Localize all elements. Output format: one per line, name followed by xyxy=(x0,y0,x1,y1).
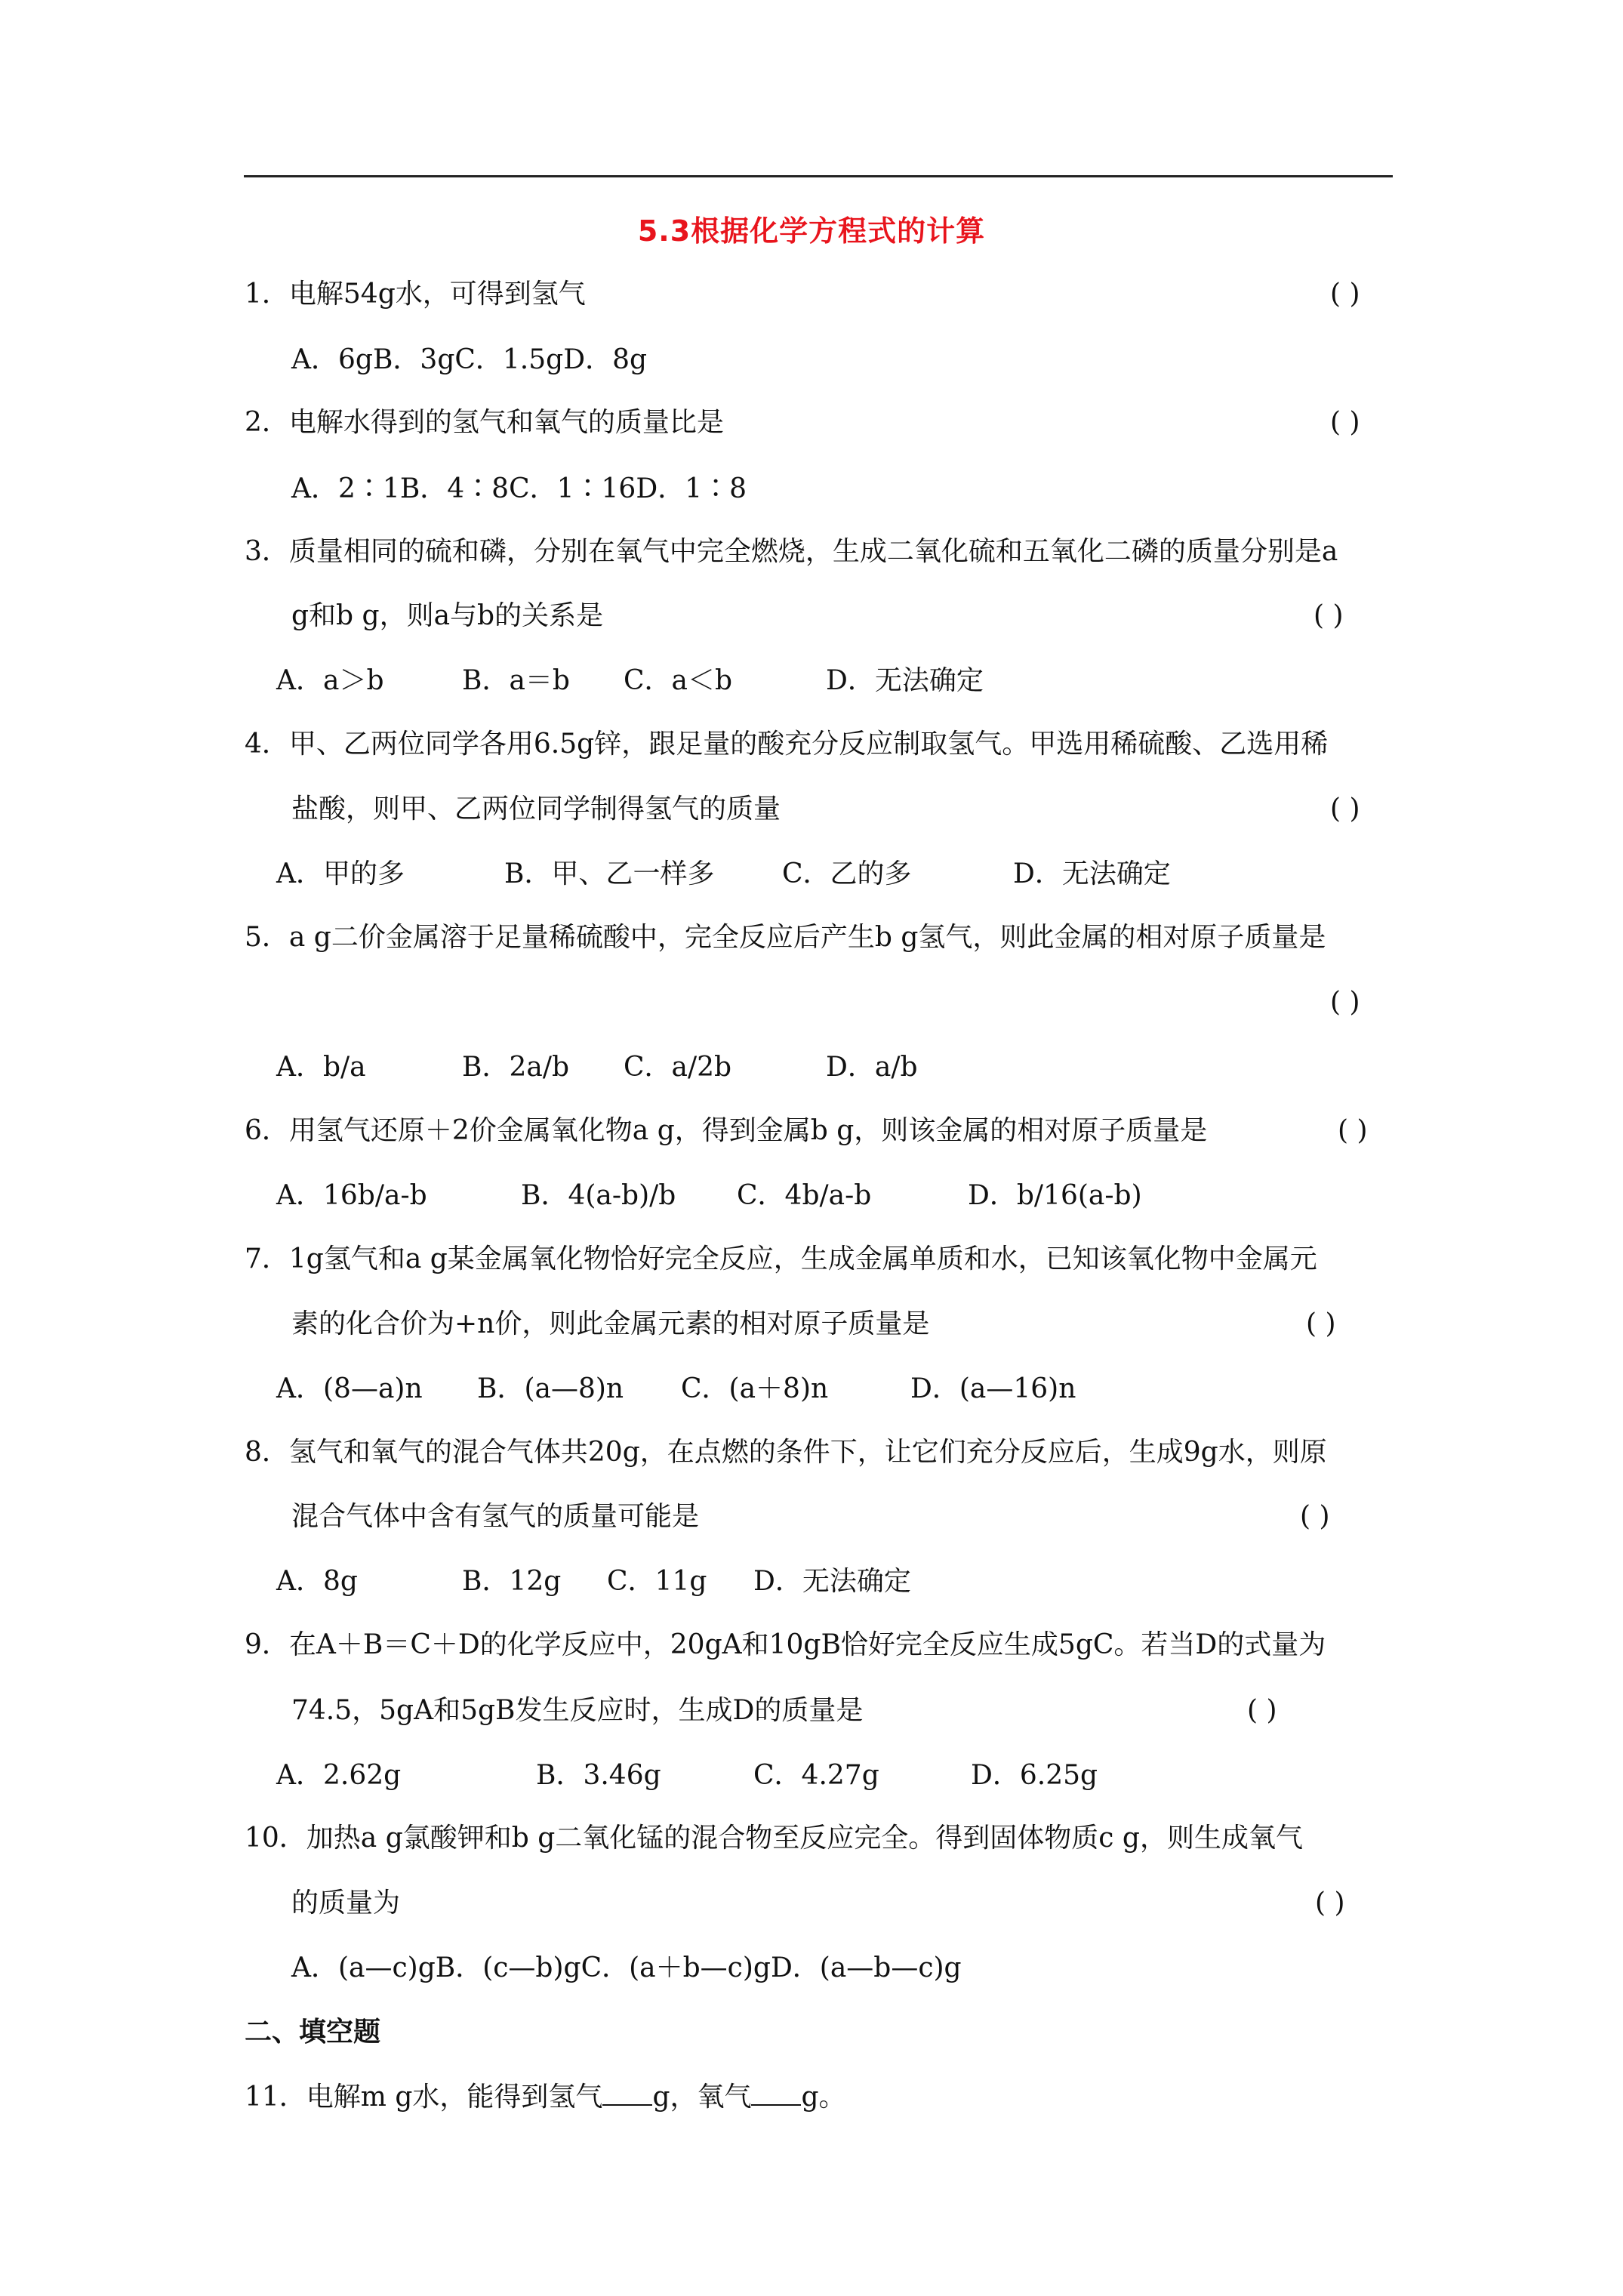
question-9-text-line-1: 9．在A＋B＝C＋D的化学反应中，20gA和10gB恰好完全反应生成5gC。若当D的式量为 xyxy=(245,1629,1326,1660)
question-11-text xyxy=(245,2079,846,2116)
option-d: D．6.25g xyxy=(971,1760,1098,1791)
question-9-options xyxy=(276,1758,1098,1794)
question-7-text-line-2: 素的化合价为+n价，则此金属元素的相对原子质量是 xyxy=(291,1308,930,1339)
option-a: A．6g xyxy=(291,344,373,375)
option-d: D．1∶8 xyxy=(636,473,747,504)
page-title: 5.3根据化学方程式的计算 xyxy=(637,214,986,248)
section-fill-in-heading: 二、填空题 xyxy=(245,2017,381,2048)
option-d: D．a/b xyxy=(826,1052,918,1083)
option-d: D．b/16(a-b) xyxy=(968,1180,1142,1211)
question-2-options xyxy=(291,471,747,507)
question-11-suffix: g。 xyxy=(801,2082,846,2113)
question-8-options xyxy=(276,1564,911,1600)
option-b: B．4(a-b)/b xyxy=(521,1180,676,1211)
question-5-options xyxy=(276,1049,918,1086)
option-b: B．(c—b)g xyxy=(435,1952,581,1983)
question-2-answer-paren: ( ) xyxy=(1330,407,1360,438)
question-8-text-line-2: 混合气体中含有氢气的质量可能是 xyxy=(291,1501,700,1532)
option-d: D．无法确定 xyxy=(826,665,984,696)
question-1-options xyxy=(291,342,647,378)
question-8-text-line-1: 8．氢气和氧气的混合气体共20g，在点燃的条件下，让它们充分反应后，生成9g水，则原 xyxy=(245,1437,1327,1468)
option-a: A．a＞b xyxy=(276,665,384,696)
question-11-mid: g，氧气 xyxy=(652,2082,752,2113)
question-3-text-line-2: g和b g，则a与b的关系是 xyxy=(291,600,604,631)
option-c: C．(a＋b—c)g xyxy=(581,1952,771,1983)
question-1-answer-paren: ( ) xyxy=(1330,279,1360,310)
option-d: D．无法确定 xyxy=(753,1566,911,1597)
option-b: B．甲、乙一样多 xyxy=(504,858,715,889)
option-a: A．16b/a-b xyxy=(276,1180,427,1211)
question-10-text-line-2: 的质量为 xyxy=(291,1888,401,1918)
question-8-answer-paren: ( ) xyxy=(1300,1501,1330,1532)
question-6-text: 6．用氢气还原＋2价金属氧化物a g，得到金属b g，则该金属的相对原子质量是 xyxy=(245,1115,1208,1146)
header-rule xyxy=(244,175,1393,177)
question-7-text-line-1: 7．1g氢气和a g某金属氧化物恰好完全反应，生成金属单质和水，已知该氧化物中金属元 xyxy=(245,1244,1317,1274)
question-3-options xyxy=(276,663,984,699)
option-b: B．a＝b xyxy=(462,665,570,696)
option-c: C．(a＋8)n xyxy=(681,1373,829,1404)
oxygen-blank[interactable] xyxy=(751,2079,801,2106)
question-6-options xyxy=(276,1178,1142,1214)
question-1-text: 1．电解54g水，可得到氢气 xyxy=(245,279,586,310)
question-7-answer-paren: ( ) xyxy=(1306,1308,1336,1339)
option-a: A．(8—a)n xyxy=(276,1373,423,1404)
question-6-answer-paren: ( ) xyxy=(1338,1115,1368,1146)
question-2-text: 2．电解水得到的氢气和氧气的质量比是 xyxy=(245,407,724,438)
option-b: B．4∶8 xyxy=(399,473,510,504)
question-5-answer-paren: ( ) xyxy=(1330,987,1360,1018)
option-a: A．(a—c)g xyxy=(291,1952,436,1983)
option-c: C．a/2b xyxy=(624,1052,732,1083)
option-a: A．甲的多 xyxy=(276,858,405,889)
option-b: B．2a/b xyxy=(462,1052,569,1083)
option-c: C．乙的多 xyxy=(782,858,912,889)
option-d: D．8g xyxy=(563,344,648,375)
option-a: A．b/a xyxy=(276,1052,366,1083)
question-10-options xyxy=(291,1950,962,1986)
option-b: B．12g xyxy=(462,1566,562,1597)
question-4-text-line-1: 4．甲、乙两位同学各用6.5g锌，跟足量的酸充分反应制取氢气。甲选用稀硫酸、乙选用稀 xyxy=(245,729,1329,760)
question-5-text: 5．a g二价金属溶于足量稀硫酸中，完全反应后产生b g氢气，则此金属的相对原子质量是 xyxy=(245,922,1326,953)
question-3-answer-paren: ( ) xyxy=(1313,600,1344,631)
option-b: B．3.46g xyxy=(536,1760,661,1791)
question-4-text-line-2: 盐酸，则甲、乙两位同学制得氢气的质量 xyxy=(291,794,781,824)
option-d: D．(a—b—c)g xyxy=(770,1952,962,1983)
option-d: D．无法确定 xyxy=(1013,858,1171,889)
option-a: A．8g xyxy=(276,1566,358,1597)
option-c: C．4.27g xyxy=(753,1760,879,1791)
question-10-text-line-1: 10．加热a g氯酸钾和b g二氧化锰的混合物至反应完全。得到固体物质c g，则生成氧气 xyxy=(245,1823,1303,1854)
option-c: C．1∶16 xyxy=(509,473,636,504)
question-4-options xyxy=(276,856,1171,892)
question-4-answer-paren: ( ) xyxy=(1330,794,1360,824)
question-11-prefix: 11．电解m g水，能得到氢气 xyxy=(245,2082,603,2113)
option-a: A．2∶1 xyxy=(291,473,400,504)
option-b: B．(a—8)n xyxy=(477,1373,624,1404)
option-b: B．3g xyxy=(372,344,455,375)
option-c: C．11g xyxy=(607,1566,707,1597)
question-10-answer-paren: ( ) xyxy=(1315,1888,1345,1918)
option-c: C．4b/a-b xyxy=(737,1180,872,1211)
question-9-answer-paren: ( ) xyxy=(1247,1695,1277,1726)
option-c: C．1.5g xyxy=(454,344,564,375)
hydrogen-blank[interactable] xyxy=(602,2079,652,2106)
option-d: D．(a—16)n xyxy=(910,1373,1076,1404)
option-c: C．a＜b xyxy=(624,665,733,696)
question-7-options xyxy=(276,1371,1076,1407)
option-a: A．2.62g xyxy=(276,1760,402,1791)
question-9-text-line-2: 74.5，5gA和5gB发生反应时，生成D的质量是 xyxy=(291,1695,864,1726)
question-3-text-line-1: 3．质量相同的硫和磷，分别在氧气中完全燃烧，生成二氧化硫和五氧化二磷的质量分别是a xyxy=(245,536,1338,567)
